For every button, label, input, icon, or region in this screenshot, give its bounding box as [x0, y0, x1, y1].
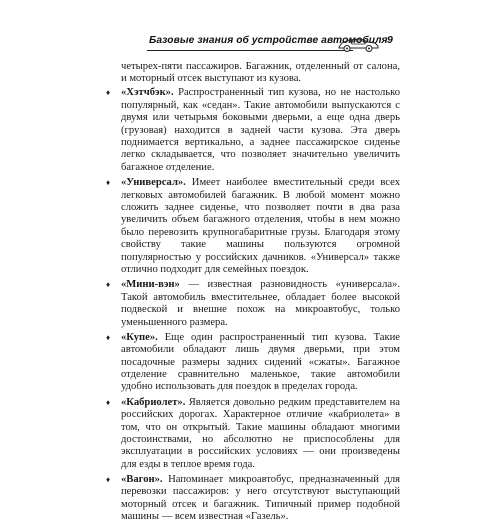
- list-item-term: «Кабриолет».: [121, 396, 186, 408]
- list-item-universal: [103, 177, 400, 276]
- list-item-term: «Купе».: [121, 331, 158, 343]
- bullet-icon: ♦: [106, 332, 111, 342]
- header-rule: [147, 50, 353, 51]
- page-body: [103, 61, 400, 526]
- list-item-term: «Вагон».: [121, 473, 163, 485]
- list-item-term: «Хэтчбэк».: [121, 87, 174, 99]
- list-item-term: «Мини-вэн»: [121, 279, 180, 291]
- running-header-title: Базовые знания об устройстве автомобиля: [149, 35, 388, 46]
- list-item-coupe: [103, 332, 400, 394]
- bullet-icon: ♦: [106, 88, 111, 98]
- list-item-text: Является довольно редким представителем на российских дорогах. Характерное отличие «кабриолета» в том, что он открытый. Такие машины обладают многими достоинствами, но абсолютно не приспособлены для эксплуатации в российских условиях — они произведены для езды в теплое время года.: [121, 396, 400, 470]
- bullet-icon: ♦: [106, 397, 111, 407]
- car-icon: [335, 34, 381, 54]
- list-item-wagon: [103, 474, 400, 524]
- list-item-text: Еще один распространенный тип кузова. Такие автомобили обладают лишь двумя дверьми, при этом посадочные размеры задних сидений «сжаты». Багажное отделение сравнительно маленькое, такие автомобили удобно использовать для поездок в пределах города.: [121, 331, 400, 393]
- running-header: [103, 30, 400, 56]
- list-item-minivan: [103, 279, 400, 329]
- list-item-text: Распространенный тип кузова, но не настолько популярный, как «седан». Такие автомобили выпускаются с двумя или четырьмя боковыми дверьми, а еще одна дверь (грузовая) находится в задней части кузова. Эта дверь поднимается вертикально, а заднее пассажирское сиденье легко складывается, что позволяет значительно увеличить багажное отделение.: [121, 87, 400, 173]
- list-item-term: «Универсал».: [121, 177, 186, 189]
- list-item-cabriolet: [103, 397, 400, 472]
- list-item-text: Имеет наиболее вместительный среди всех легковых автомобилей багажник. В любой момент можно сложить заднее сиденье, что позволяет почти в два раза увеличить объем багажного отделения, чтобы в нем можно было перевозить крупногабаритные грузы. Благодаря этому свойству такие машины пользуются огромной популярностью у российских дачников. «Универсал» также отлично подходит для семейных поездок.: [121, 177, 400, 276]
- list-item-text: Напоминает микроавтобус, предназначенный для перевозки пассажиров: у него отсутствуют выступающий моторный отсек и багажник. Типичный пример подобной машины — всем известная «Газель».: [121, 473, 400, 523]
- intro-paragraph: четырех-пяти пассажиров. Багажник, отделенный от салона, и моторный отсек выступают из кузова.: [121, 61, 400, 85]
- page-number: 9: [387, 34, 393, 46]
- bullet-icon: ♦: [106, 178, 111, 188]
- list-item-hatchback: [103, 87, 400, 174]
- list-item-text: — известная разновидность «универсала». Такой автомобиль вместительнее, обладает более высокой подвеской и внешне похож на микроавтобус, только уменьшенного размера.: [121, 279, 400, 328]
- bullet-icon: ♦: [106, 474, 111, 484]
- bullet-icon: ♦: [106, 280, 111, 290]
